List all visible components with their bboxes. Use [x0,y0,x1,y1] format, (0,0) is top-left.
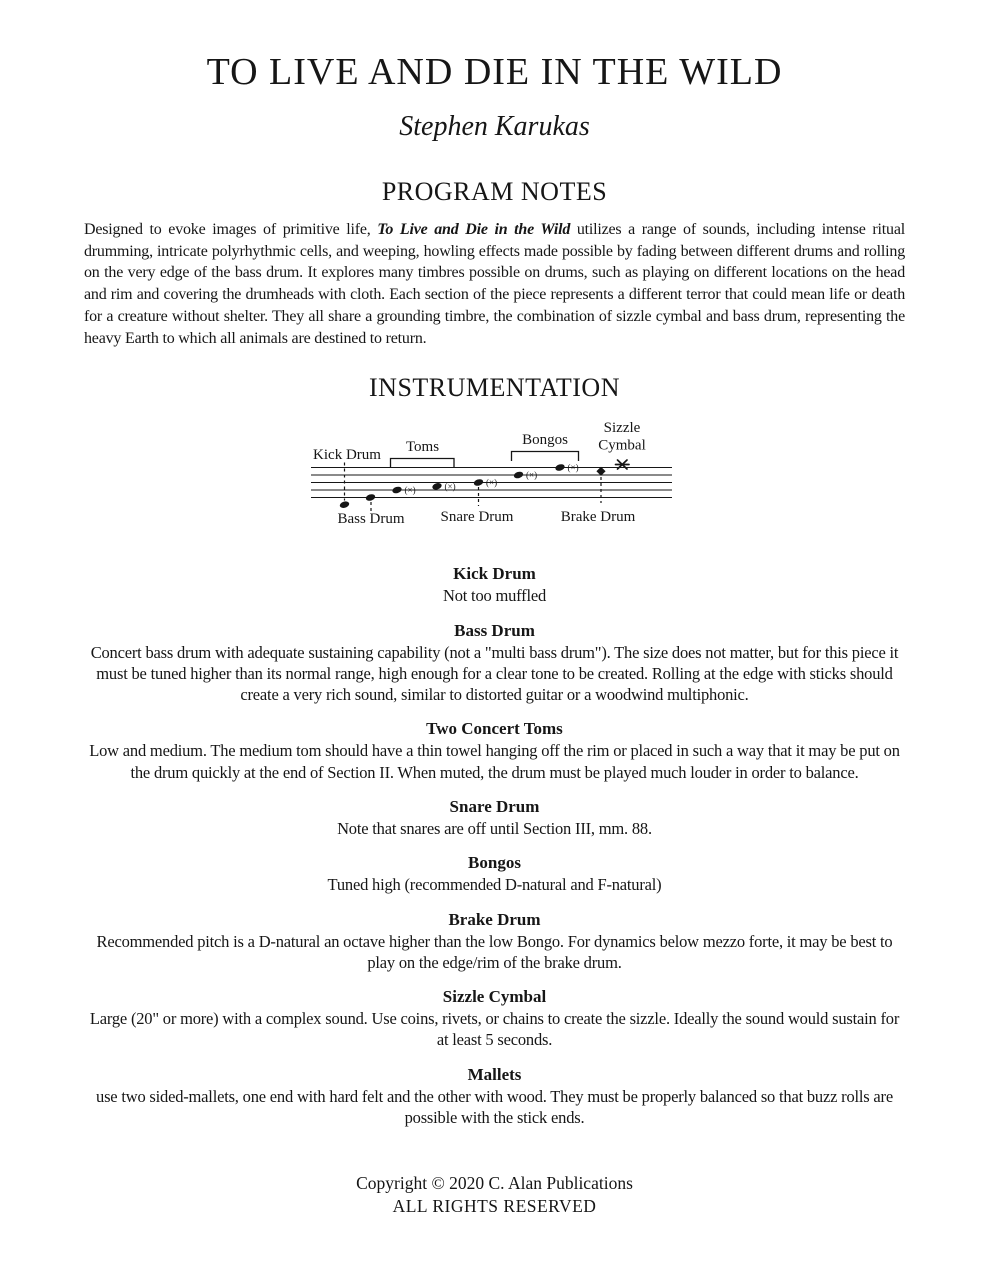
program-notes-text-pre: Designed to evoke images of primitive life, [84,221,378,238]
high-bongo-notehead [554,463,565,472]
instrument-section [84,1064,905,1129]
instrument-description: Not too muffled [442,586,547,606]
toms-label: Toms [405,439,439,456]
instrument-section [84,852,905,895]
snare-drum-bottom-label: Snare Drum [440,509,513,526]
rim-marker: (×) [485,477,497,488]
instrument-name: Brake Drum [448,909,541,929]
instrument-description: Note that snares are off until Section III, mm. 88. [337,819,652,838]
percussion-staff-diagram [305,417,685,532]
brake-drum-diamond-notehead [596,467,605,476]
instrument-section [84,909,905,974]
instrument-description: use two sided-mallets, one end with hard felt and the other with wood. They must be properly balanced so that buzz rolls are possible with the stick ends. [96,1086,893,1128]
instrument-sections [84,563,905,1128]
brake-drum-bottom-label: Brake Drum [560,509,635,526]
sizzle-cymbal-label-line1: Sizzle [603,420,640,437]
instrument-name: Bass Drum [454,620,535,640]
snare-drum-notehead [473,478,484,487]
page-title: TO LIVE AND DIE IN THE WILD [206,51,783,93]
rights-line: ALL RIGHTS RESERVED [392,1196,597,1217]
instrument-name: Snare Drum [449,797,540,816]
bass-drum-bottom-label: Bass Drum [336,511,405,528]
instrument-name: Bongos [468,853,521,873]
medium-tom-notehead [431,482,442,491]
instrumentation-heading: INSTRUMENTATION [369,373,620,403]
copyright-line: Copyright © 2020 C. Alan Publications [356,1173,633,1194]
instrument-section [84,563,905,606]
footer [84,1172,905,1218]
low-tom-notehead [391,486,402,495]
instrument-name: Sizzle Cymbal [442,987,547,1007]
instrument-name: Mallets [467,1064,522,1084]
instrument-section [84,620,905,706]
kick-drum-label: Kick Drum [312,447,381,464]
instrument-description: Large (20" or more) with a complex sound. Use coins, rivets, or chains to create the sizzle. Ideally the sound would sustain for at least 5 seconds. [89,1009,900,1050]
instrument-description: Concert bass drum with adequate sustaining capability (not a "multi bass drum"). The size does not matter, but for this piece it must be tuned higher than its normal range, high enough for a clear tone to be created. Rolling at the edge with sticks should create a very rich sound, similar to distorted guitar or a woodwind multiphonic. [90,642,899,705]
kick-drum-notehead [339,501,350,510]
program-notes-paragraph [84,219,905,349]
rim-marker: (×) [404,485,416,496]
rim-marker: (×) [567,462,579,473]
instrument-description: Recommended pitch is a D-natural an octave higher than the low Bongo. For dynamics below mezzo forte, it may be best to play on the edge/rim of the brake drum. [96,931,893,972]
document-page [84,0,905,1218]
sizzle-cymbal-label-line2: Cymbal [597,437,646,454]
instrument-section [84,718,905,783]
instrument-description: Tuned high (recommended D-natural and F-natural) [327,875,662,895]
instrumentation-diagram [305,417,685,537]
program-notes-piece-title: To Live and Die in the Wild [377,221,571,238]
rim-marker: (×) [444,481,456,492]
instrument-name: Two Concert Toms [426,719,563,739]
program-notes-text-post: utilizes a range of sounds, including intense ritual drumming, intricate polyrhythmic cells, and weeping, howling effects made possible by fading between different drums and rolling on the very edge of the bass drum. It explores many timbres possible on drums, such as playing on different locations on the head and rim and covering the drumheads with cloth. Each section of the piece represents a different terror that could mean life or death for a creature without shelter. They all share a grounding timbre, the combination of sizzle cymbal and bass drum, representing the heavy Earth to which all animals are destined to return. [84,221,905,347]
bass-drum-notehead [365,493,376,502]
program-notes-heading: PROGRAM NOTES [381,177,608,206]
rim-marker: (×) [525,470,537,481]
composer-name: Stephen Karukas [399,111,590,142]
bongos-bracket [511,452,578,462]
instrument-name: Kick Drum [453,564,536,584]
instrument-section [84,986,905,1051]
bongos-label: Bongos [521,432,568,449]
low-bongo-notehead [513,471,524,480]
instrument-description: Low and medium. The medium tom should have a thin towel hanging off the rim or placed in such a way that it may be put on the drum quickly at the end of Section II. When muted, the drum must be played much louder in order to balance. [89,741,900,782]
instrument-section [84,796,905,839]
toms-bracket [390,459,454,468]
